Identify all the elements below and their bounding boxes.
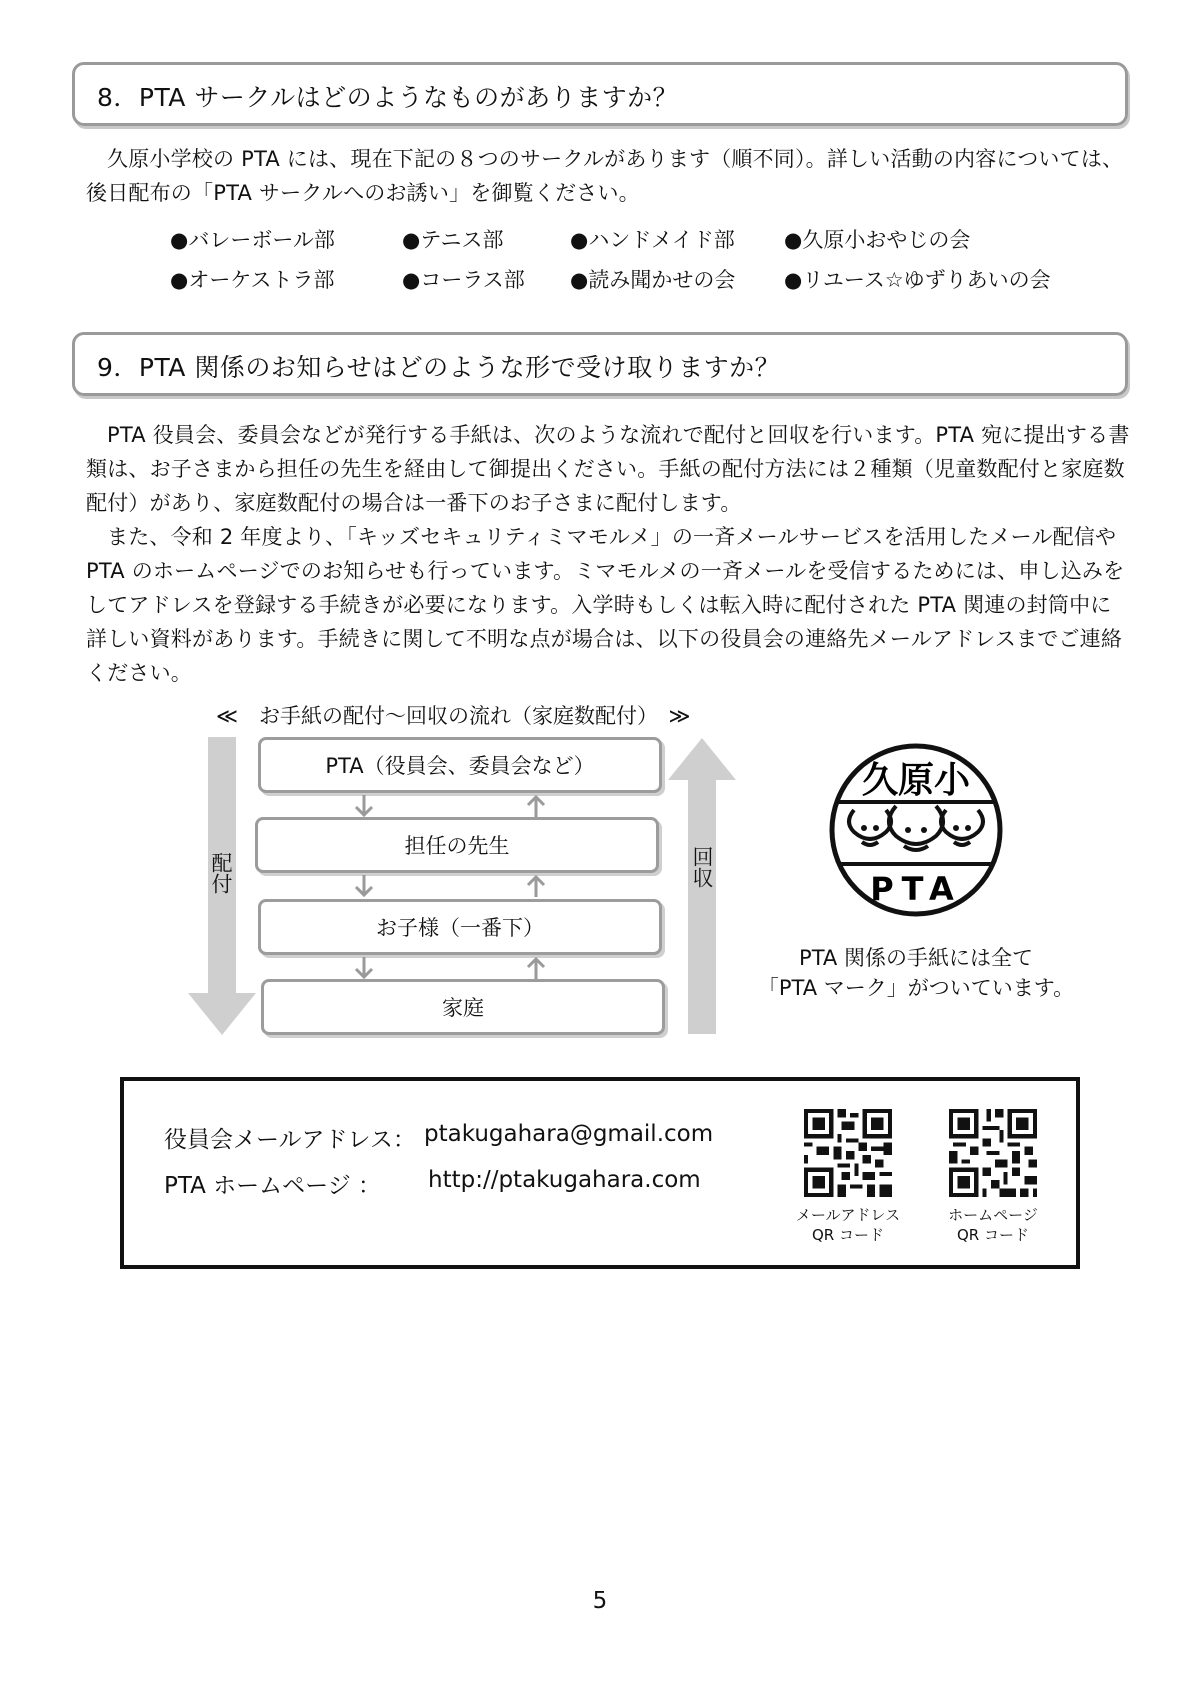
email-qr-label-line-1: メールアドレス [795, 1206, 901, 1224]
flow-box-teacher: 担任の先生 [255, 817, 659, 873]
homepage-qr-label-line-1: ホームページ [948, 1206, 1038, 1224]
section-9-heading [72, 332, 1128, 396]
section-9-paragraph-2: また、令和 2 年度より、「キッズセキュリティミマモルメ」の一斉メールサービスを活用したメール配信や PTA のホームページでのお知らせも行っています。ミマモルメの一斉メールを受信するためには、申し込みをしてアドレスを登録する手続きが必要になります。入学時もしくは転入時に配付された PTA 関連の封筒中に詳しい資料があります。手続きに関して不明な点が場合は、以下の役員会の連絡先メールアドレスまでご連絡ください。 [86, 525, 1125, 685]
flow-title: ≪ お手紙の配付～回収の流れ（家庭数配付） ≫ [216, 704, 691, 728]
section-8-heading [72, 62, 1128, 126]
logo-caption-line-2: 「PTA マーク」がついています。 [757, 976, 1075, 1000]
homepage-qr-label [928, 1205, 1058, 1245]
pta-logo [826, 740, 1006, 920]
circle-item: ●コーラス部 [402, 268, 525, 292]
logo-top-text: 久原小 [861, 760, 971, 801]
circle-item: ●リユース☆ゆずりあいの会 [784, 268, 1051, 292]
logo-caption-line-1: PTA 関係の手紙には全て [799, 946, 1033, 970]
email-qr-code [804, 1109, 892, 1197]
homepage-qr-label-line-2: QR コード [957, 1226, 1029, 1244]
collection-label: 回収 [690, 846, 714, 888]
email-label: 役員会メールアドレス： [164, 1127, 416, 1153]
circle-item: ●バレーボール部 [170, 228, 335, 252]
circle-item: ●テニス部 [402, 228, 504, 252]
circle-item: ●オーケストラ部 [170, 268, 335, 292]
section-9-paragraph-1: PTA 役員会、委員会などが発行する手紙は、次のような流れで配付と回収を行います。PTA 宛に提出する書類は、お子さまから担任の先生を経由して御提出ください。手紙の配付方法には２種類（児童数配付と家庭数配付）があり、家庭数配付の場合は一番下のお子さまに配付します。 [86, 423, 1130, 515]
flow-connector-1 [340, 793, 560, 819]
homepage-label: PTA ホームページ ： [164, 1173, 382, 1199]
page-number: 5 [592, 1588, 608, 1614]
email-qr-label-line-2: QR コード [812, 1226, 884, 1244]
email-qr-label [783, 1205, 913, 1245]
contact-box [120, 1077, 1080, 1269]
flow-box-home: 家庭 [261, 979, 665, 1035]
flow-connector-2 [340, 873, 560, 899]
section-8-body: 久原小学校の PTA には、現在下記の８つのサークルがあります（順不同）。詳しい活動の内容については、後日配布の「PTA サークルへのお誘い」を御覧ください。 [86, 147, 1124, 205]
circle-item: ●読み聞かせの会 [570, 268, 736, 292]
flow-connector-3 [340, 955, 560, 981]
homepage-qr-code [949, 1109, 1037, 1197]
flow-box-child: お子様（一番下） [258, 899, 662, 955]
circle-item: ●久原小おやじの会 [784, 228, 971, 252]
email-address[interactable]: ptakugahara@gmail.com [424, 1121, 714, 1147]
logo-caption [736, 943, 1096, 1003]
section-8-title: 8．PTA サークルはどのようなものがありますか？ [97, 83, 679, 112]
homepage-url[interactable]: http://ptakugahara.com [428, 1167, 701, 1193]
distribution-label: 配付 [209, 852, 233, 894]
logo-bottom-text: PTA [870, 870, 962, 908]
flow-box-pta: PTA（役員会、委員会など） [258, 737, 662, 793]
section-9-title: 9．PTA 関係のお知らせはどのような形で受け取りますか？ [97, 353, 781, 382]
circle-item: ●ハンドメイド部 [570, 228, 735, 252]
